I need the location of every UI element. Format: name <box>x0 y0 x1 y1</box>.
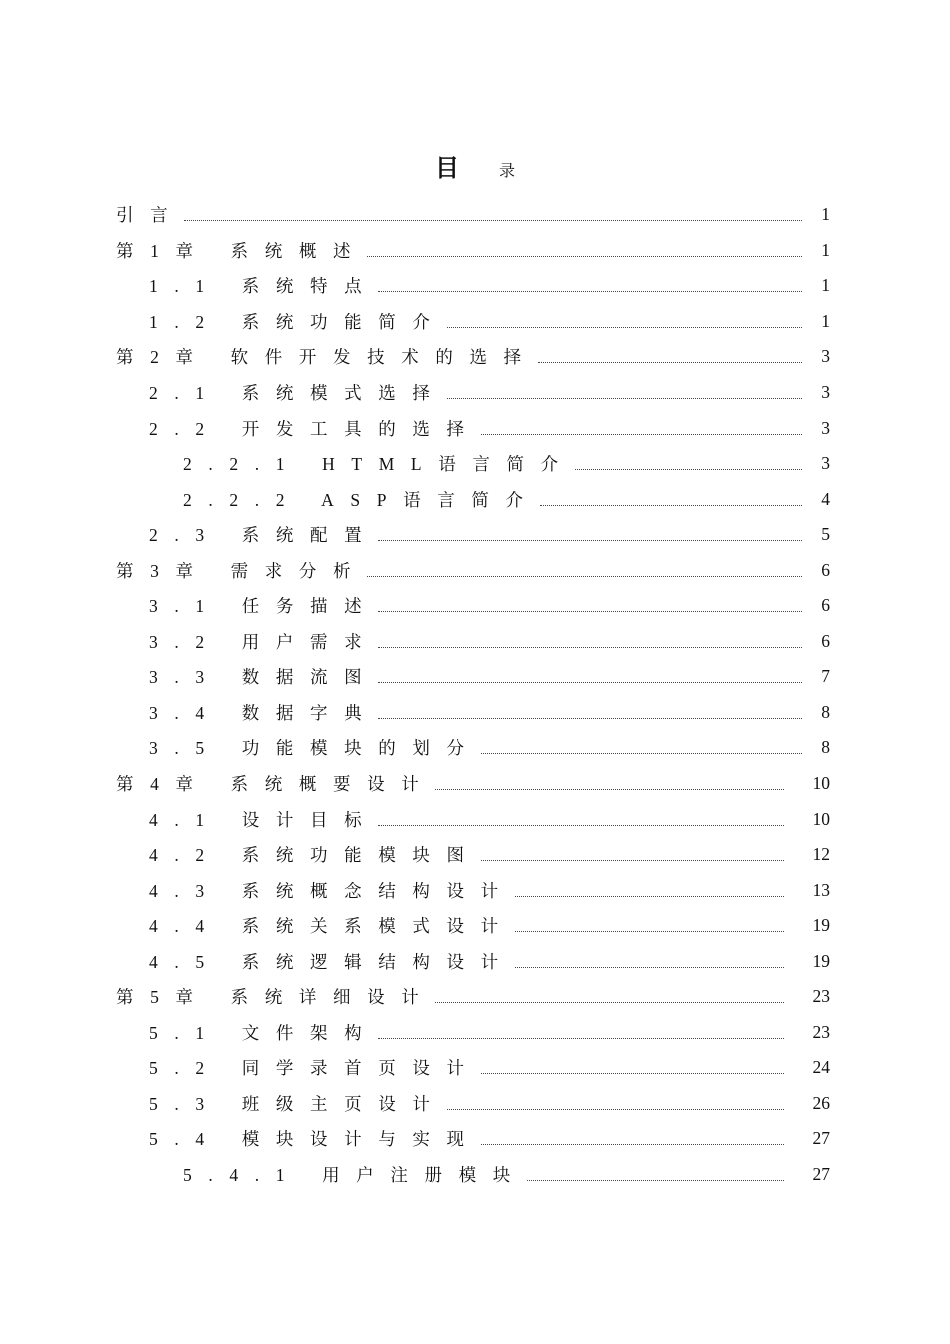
toc-leader-dots <box>447 398 803 399</box>
toc-leader-dots <box>435 1002 784 1003</box>
toc-entry-label: 2.1 系统模式选择 <box>149 383 447 403</box>
toc-leader-dots <box>481 1073 784 1074</box>
toc-entry-label: 4.2 系统功能模块图 <box>149 845 481 866</box>
toc-leader-dots <box>538 362 802 363</box>
toc-entry-label: 5.1 文件架构 <box>149 1022 379 1043</box>
toc-entry-label: 5.4 模块设计与实现 <box>149 1129 481 1150</box>
toc-leader-dots <box>515 931 784 932</box>
toc-entry[interactable] <box>116 695 830 731</box>
toc-entry-page-number: 3 <box>821 417 830 438</box>
toc-leader-dots <box>378 647 802 648</box>
toc-leader-dots <box>367 576 802 577</box>
toc-leader-dots <box>435 789 784 790</box>
toc-entry[interactable] <box>116 233 830 269</box>
toc-entry-page-number: 1 <box>821 310 830 331</box>
toc-entry[interactable] <box>116 197 830 233</box>
toc-entry[interactable] <box>116 304 830 340</box>
toc-entry-page-number: 23 <box>812 986 830 1007</box>
toc-entry[interactable] <box>116 943 830 979</box>
toc-entry-page-number: 1 <box>821 239 830 260</box>
toc-entry-label: 3.2 用户需求 <box>149 631 379 652</box>
toc-entry[interactable] <box>116 872 830 908</box>
toc-entry-page-number: 7 <box>821 666 830 687</box>
toc-entry-page-number: 26 <box>812 1092 830 1113</box>
toc-entry[interactable] <box>116 552 830 588</box>
toc-entry[interactable] <box>116 801 830 837</box>
toc-leader-dots <box>378 1038 784 1039</box>
title-main: 目 <box>434 154 459 182</box>
toc-entry[interactable] <box>116 588 830 624</box>
toc-entry-page-number: 4 <box>821 488 830 509</box>
toc-entry-page-number: 23 <box>812 1021 830 1042</box>
toc-entry-label: 2.2 开发工具的选择 <box>149 418 481 439</box>
toc-entry[interactable] <box>116 481 830 517</box>
toc-entry-label: 3.5 功能模块的划分 <box>149 738 481 759</box>
toc-entry-label: 5.4.1 用户注册模块 <box>183 1165 527 1186</box>
toc-entry-page-number: 10 <box>812 773 830 794</box>
toc-entry[interactable] <box>116 1157 830 1193</box>
toc-entry-label: 4.4 系统关系模式设计 <box>149 916 515 937</box>
toc-entry-label: 2.2.2 ASP语言简介 <box>183 489 540 510</box>
toc-entry-label: 2.2.1 HTML语言简介 <box>183 454 575 475</box>
toc-entry-page-number: 6 <box>821 595 830 616</box>
toc-entry[interactable] <box>116 730 830 766</box>
toc-entry[interactable] <box>116 410 830 446</box>
toc-leader-dots <box>184 220 802 221</box>
toc-leader-dots <box>378 825 784 826</box>
toc-entry-page-number: 10 <box>812 808 830 829</box>
toc-entry-page-number: 3 <box>821 453 830 474</box>
toc-entry[interactable] <box>116 517 830 553</box>
toc-entry[interactable] <box>116 446 830 482</box>
toc-leader-dots <box>481 434 802 435</box>
toc-entry-page-number: 8 <box>821 737 830 758</box>
toc-entry-page-number: 19 <box>812 950 830 971</box>
toc-entry-label: 第3章 需求分析 <box>116 560 368 581</box>
toc-entry-page-number: 27 <box>812 1128 830 1149</box>
toc-entry-label: 5.3 班级主页设计 <box>149 1093 447 1114</box>
toc-leader-dots <box>481 1144 784 1145</box>
toc-entry[interactable] <box>116 766 830 802</box>
toc-entry-label: 第1章 系统概述 <box>116 240 368 261</box>
toc-leader-dots <box>378 291 802 292</box>
toc-entry[interactable] <box>116 659 830 695</box>
toc-entry[interactable] <box>116 375 830 411</box>
toc-leader-dots <box>515 896 784 897</box>
toc-entry[interactable] <box>116 624 830 660</box>
toc-entry-page-number: 3 <box>821 382 830 402</box>
toc-entry-page-number: 12 <box>812 844 830 865</box>
toc-entry-label: 引言 <box>116 205 185 226</box>
toc-entry[interactable] <box>116 979 830 1015</box>
toc-entry[interactable] <box>116 1086 830 1122</box>
toc-entry-page-number: 24 <box>812 1057 830 1078</box>
toc-leader-dots <box>447 327 803 328</box>
toc-entry-page-number: 3 <box>821 346 830 367</box>
toc-entry[interactable] <box>116 339 830 375</box>
title-tail: 录 <box>498 161 515 180</box>
toc-entry-page-number: 6 <box>821 630 830 651</box>
toc-entry-label: 3.1 任务描述 <box>149 596 379 617</box>
toc-entry[interactable] <box>116 908 830 944</box>
toc-leader-dots <box>575 469 802 470</box>
toc-leader-dots <box>515 967 784 968</box>
toc-entry-label: 第4章 系统概要设计 <box>116 774 436 795</box>
toc-entry-label: 2.3 系统配置 <box>149 525 379 546</box>
toc-entry-label: 4.1 设计目标 <box>149 809 379 830</box>
toc-leader-dots <box>378 611 802 612</box>
toc-entry-page-number: 5 <box>821 524 830 545</box>
toc-entry[interactable] <box>116 1015 830 1051</box>
toc-leader-dots <box>481 753 802 754</box>
table-of-contents <box>116 197 830 1192</box>
toc-entry[interactable] <box>116 1050 830 1086</box>
toc-entry-label: 4.3 系统概念结构设计 <box>149 880 515 901</box>
toc-leader-dots <box>527 1180 784 1181</box>
toc-leader-dots <box>481 860 784 861</box>
toc-entry[interactable] <box>116 1121 830 1157</box>
toc-entry-page-number: 27 <box>812 1164 830 1185</box>
toc-entry-label: 第5章 系统详细设计 <box>116 987 436 1008</box>
toc-entry[interactable] <box>116 268 830 304</box>
toc-leader-dots <box>378 540 802 541</box>
toc-entry-label: 1.2 系统功能简介 <box>149 311 447 332</box>
toc-entry-label: 3.3 数据流图 <box>149 667 379 688</box>
toc-entry[interactable] <box>116 837 830 873</box>
toc-leader-dots <box>367 256 802 257</box>
toc-entry-page-number: 1 <box>821 275 830 296</box>
toc-entry-page-number: 8 <box>821 701 830 722</box>
toc-leader-dots <box>540 505 802 506</box>
toc-entry-label: 1.1 系统特点 <box>149 276 379 297</box>
page-title <box>0 148 950 183</box>
toc-entry-page-number: 19 <box>812 915 830 936</box>
toc-entry-label: 4.5 系统逻辑结构设计 <box>149 951 515 972</box>
toc-entry-page-number: 1 <box>821 204 830 225</box>
toc-entry-label: 3.4 数据字典 <box>149 702 379 723</box>
toc-leader-dots <box>378 682 802 683</box>
toc-leader-dots <box>378 718 802 719</box>
toc-entry-label: 5.2 同学录首页设计 <box>149 1058 481 1079</box>
toc-leader-dots <box>447 1109 785 1110</box>
toc-entry-label: 第2章 软件开发技术的选择 <box>116 347 538 368</box>
toc-entry-page-number: 13 <box>812 879 830 900</box>
toc-entry-page-number: 6 <box>821 559 830 580</box>
